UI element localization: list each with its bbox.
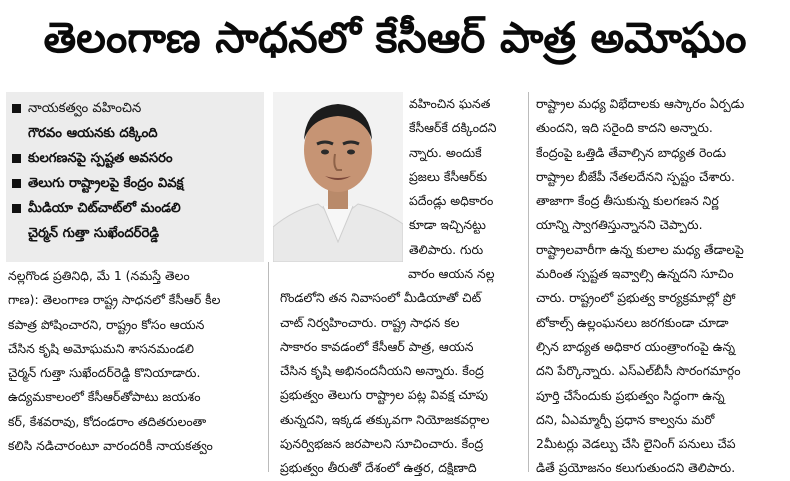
highlight-item-continuation	[12, 121, 260, 146]
article-line: సాకారం కావడంలో కేసీఆర్ పాత్ర, ఆయన	[280, 338, 474, 354]
article-line: ల్సిన బాధ్యత అధికార యంత్రాంగంపై ఉన్న	[536, 338, 736, 354]
article-line: తుందని, ఇది సరైంది కాదని అన్నారు.	[536, 120, 713, 136]
highlight-text: నాయకత్వం వహించిన	[28, 101, 142, 116]
article-line: చేసిన కృషి అభినందనీయని అన్నారు. కేంద్ర	[280, 363, 484, 379]
article-line: ప్రభుత్వం తెలుగు రాష్ట్రాల పట్ల వివక్ష చూపు	[280, 387, 488, 403]
article-line: పదేండ్లు అధికారం	[409, 193, 494, 209]
article-column-1	[8, 264, 262, 458]
article-line: తెలిపారు. గురు	[409, 241, 484, 257]
article-line: వహించిన ఘనత	[409, 96, 491, 111]
bullet-icon	[12, 104, 21, 113]
article-line: కలిసి నడిచారంటూ వారందరికీ నాయకత్వం	[8, 438, 213, 454]
article-line: ప్రజలు కేసీఆర్‌కు	[409, 168, 488, 184]
article-line: గొండలోని తన నివాసంలో మీడియాతో చిట్	[280, 290, 482, 306]
highlight-text: గౌరవం ఆయనకు దక్కింది	[28, 126, 158, 141]
article-line: పునర్విభజన జరపాలని సూచించారు. కేంద్ర	[280, 436, 484, 452]
article-column-3	[536, 92, 784, 481]
article-line: రాష్ట్రాలవారీగా ఉన్న కులాల మధ్య తేడాలపై	[536, 241, 744, 257]
article-line: కూడా ఇచ్చినట్టు	[409, 217, 486, 233]
article-line: టోకాల్స్ ఉల్లంఘనలు జరగకుండా చూడా	[536, 314, 729, 330]
bullet-icon	[12, 204, 21, 213]
article-line: డితే ప్రయోజనం కలుగుతుందని తెలిపారు.	[536, 460, 736, 476]
article-column-2	[280, 262, 512, 481]
portrait-photo	[273, 92, 403, 262]
highlight-item	[12, 146, 260, 171]
article-line: మరింత స్పష్టత ఇవ్వాల్సి ఉన్నదని సూచిం	[536, 266, 734, 282]
article-line: 2మీటర్లు వెడల్పు చేసి లైనింగ్ పనులు చేప	[536, 436, 736, 452]
article-line: ఉద్యమకాలంలో కేసీఆర్‌తోపాటు జయశం	[8, 389, 201, 405]
article-line: చాట్ నిర్వహించారు. రాష్ట్ర సాధన కల	[280, 314, 460, 330]
article-line: తున్నదని, ఇక్కడ తక్కువగా నియోజకవర్గాల	[280, 411, 490, 427]
highlight-item-continuation	[12, 221, 260, 246]
bullet-icon	[12, 179, 21, 188]
highlight-text: మీడియా చిట్‌చాట్‌లో మండలి	[28, 201, 181, 216]
highlight-text: తెలుగు రాష్ట్రాలపై కేంద్రం వివక్ష	[28, 176, 184, 191]
article-line: దని పేర్కొన్నారు. ఎస్‌ఎల్‌బీసీ సొరంగమార్గం	[536, 363, 741, 379]
highlight-text: చైర్మన్ గుత్తా సుఖేందర్‌రెడ్డి	[28, 226, 160, 241]
article-line: చారు. రాష్ట్రంలో ప్రభుత్వ కార్యక్రమాల్లో ప్రో	[536, 290, 736, 306]
column-divider	[268, 262, 269, 472]
article-line: యాన్ని స్వాగతిస్తున్నానని చెప్పారు.	[536, 217, 703, 233]
article-line: ప్రభుత్వం తీరుతో దేశంలో ఉత్తర, దక్షిణాది	[280, 460, 477, 476]
headline: తెలంగాణ సాధనలో కేసీఆర్ పాత్ర అమోఘం	[43, 13, 747, 62]
highlight-item	[12, 196, 260, 221]
article-line: దని, ఏఎమ్మార్పీ ప్రధాన కాల్వను మరో	[536, 411, 715, 427]
article-line: చేసిన కృషి అమోఘమని శాసనమండలి	[8, 340, 195, 356]
article-line: గాణ): తెలంగాణ రాష్ట్ర సాధనలో కేసీఆర్ కీల	[8, 292, 221, 308]
article-line: న్నారు. అందుకే	[409, 144, 482, 160]
article-line: నల్లగొండ ప్రతినిధి, మే 1 (నమస్తే తెలం	[8, 268, 190, 283]
highlights-box	[6, 92, 264, 262]
article-line: చైర్మన్ గుత్తా సుఖేందర్‌రెడ్డి కొనియాడారు.	[8, 365, 201, 381]
article-line: వారం ఆయన నల్ల	[408, 266, 495, 281]
highlight-text: కులగణనపై స్పష్టత అవసరం	[28, 151, 173, 166]
article-line: రాష్ట్రాల బీజేపీ నేతలదేనని స్పష్టం చేశారు.	[536, 168, 735, 184]
article-line: రాష్ట్రాల మధ్య విభేదాలకు ఆస్కారం ఏర్పడు	[536, 96, 745, 111]
article-line: కేసీఆర్‌కే దక్కిందని	[409, 120, 497, 136]
portrait-illustration	[273, 92, 403, 262]
bullet-icon	[12, 154, 21, 163]
article-line: కేంద్రంపై ఒత్తిడి తేవాల్సిన బాధ్యత రెండు	[536, 144, 727, 160]
article-line: కర్, కేశవరావు, కోదండరాం తదితరులంతా	[8, 413, 207, 429]
column-divider	[528, 92, 529, 472]
highlight-item	[12, 96, 260, 121]
article-line: పూర్తి చేసేందుకు ప్రభుత్వం సిద్ధంగా ఉన్న	[536, 387, 725, 403]
highlight-item	[12, 171, 260, 196]
article-line: తాజాగా కేంద్ర తీసుకున్న కులగణన నిర్ణ	[536, 193, 719, 209]
article-line: కపాత్ర పోషించారని, రాష్ట్రం కోసం ఆయన	[8, 316, 205, 332]
